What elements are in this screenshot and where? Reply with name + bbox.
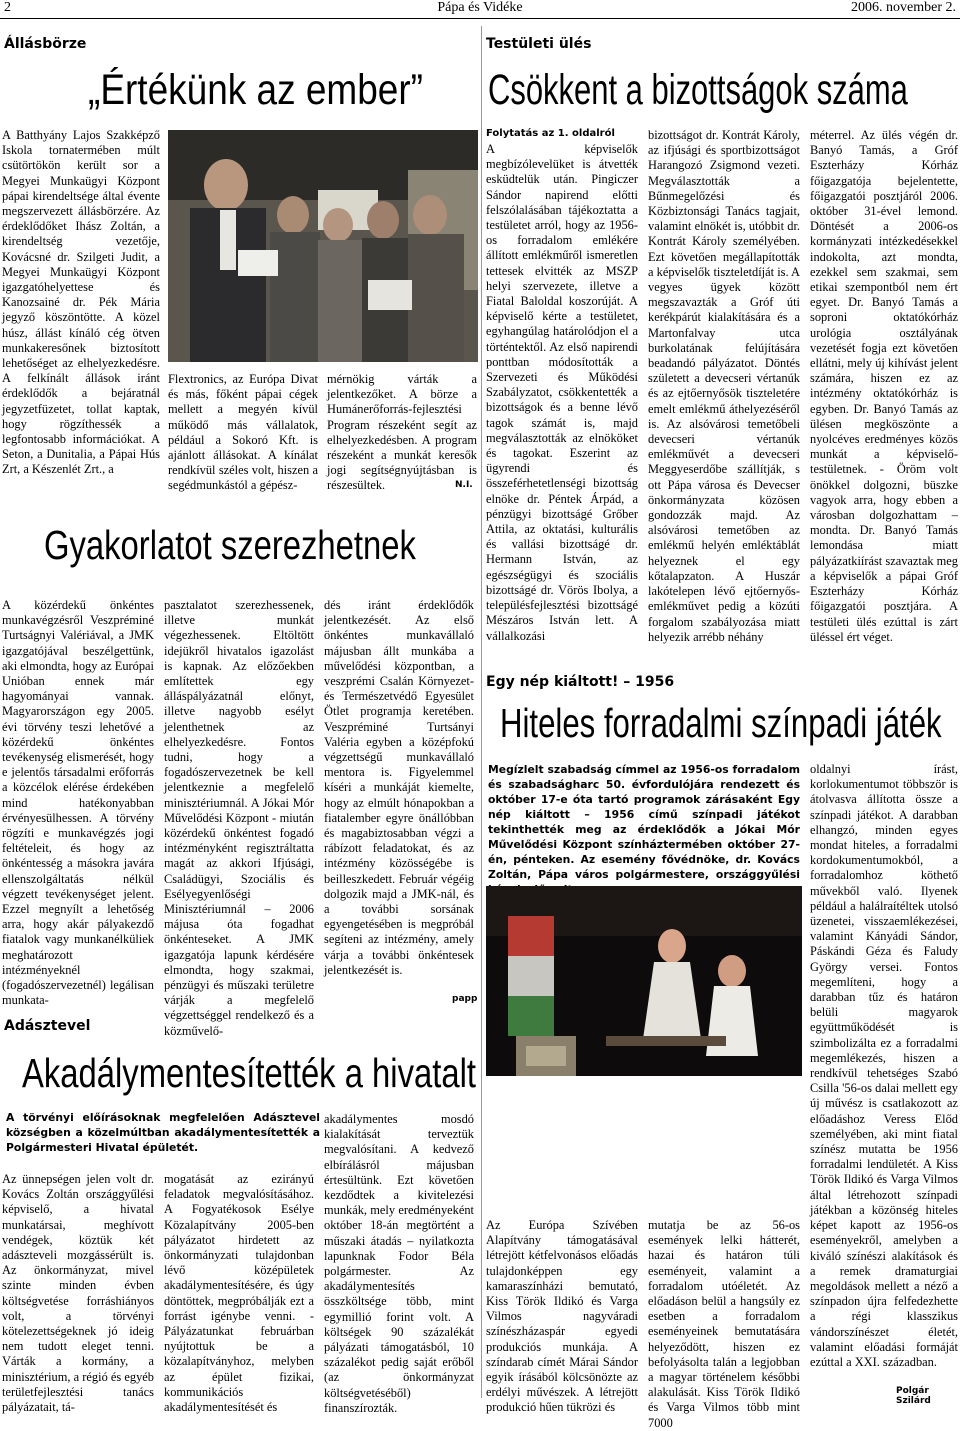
section-kicker-adasztevel: Adásztevel bbox=[4, 1018, 91, 1034]
header-rule bbox=[0, 18, 960, 19]
continued-label: Folytatás az 1. oldalról bbox=[486, 128, 615, 139]
section-kicker-testuleti: Testületi ülés bbox=[486, 36, 592, 52]
section-kicker-allasborze: Állásbörze bbox=[4, 36, 87, 52]
testuleti-col3: méterrel. Az ülés végén dr. Banyó Tamás, a Gróf Eszterházy Kórház főigazgatója bejelentette, főigazgatói posztjáról 2006. október 31-ével lemond. Döntését a 2006-os kormányzati intézkedésekkel indokolta, azt mondta, ezekkel sem szakmai, sem etikai szempontból nem ért egyet. Dr. Banyó Tamás a soproni oktatókórház urológia osztályának vezetését fogja ezt követően ellátni, mely új kihívást jelent számára, hiszen ez az intézmény oktatókórház is egyben. Dr. Banyó Tamás az ülésen megköszönte a nyolcéves eredményes közös munkát a képviselő-testületnek. - Öröm volt önökkel dolgozni, büszke vagyok arra, hogy ebben a városban dolgozhattam – mondta. Dr. Banyó Tamás lemondása miatt pályázatkiírást szavaztak meg a képviselők a pápai Gróf Eszterházy Kórház főigazgatói posztjára. A testületi ülés ezúttal is zárt üléssel ért véget. bbox=[810, 128, 958, 644]
gyak-col2: pasztalatot szerezhessenek, illetve munkát végezhessenek. Eltöltött idejükről hivatalos igazolást is kapnak. Az előzőekben említettek egy álláspályázatnál előnyt, illetve nagyobb esélyt jelenthetnek az elhelyezkedésre. Fontos tudni, hogy a fogadószervezetnek be kell jelentkeznie a megfelelő minisztériumnál. A Jókai Mór Művelődési Központ - miután közérdekű önkéntest fogadó intézményként regisztráltatta magát az akkori Ifjúsági, Családügyi, Szociális és Esélyegyenlőségi Minisztériumnál – 2006 májusa óta fogadhat önkénteseket. A JMK igazgatója lapunk kérdésére elmondta, hogy szakmai, pénzügyi és műszaki területre várják a megfelelő végzettséggel rendelkező és a közművelő- bbox=[164, 598, 314, 1038]
headline-ertekunk: „Értékünk az ember” bbox=[88, 66, 423, 114]
allasborze-col1: A Batthyány Lajos Szakképző Iskola tornatermében múlt csütörtökön került sor a Megyei Munkaügyi Központ pápai kirendeltsége által évente megszervezett állásbörzére. Az érdeklődőket Ihász Zoltán, a kirendeltség vezetője, Kovácsné dr. Szilgeti Judit, a Megyei Munkaügyi Központ igazgatóhelyettese és Kanozsainé dr. Pék Mária jegyző köszöntötte. A közel húsz, állást kínáló cég ötven munkakeresőnek biztosított lehetőséget az elhelyezkedésre. A felkínált állások iránt érdeklődők a bejáratnál jegyzetfüzetet, tollat kaptak, hogy rögzíthessék a legfontosabb információkat. A Seton, a Dunitalia, a Pápai Hús Zrt, a Készenlét Zrt., a bbox=[2, 128, 160, 477]
nep-signature: Polgár Szilárd bbox=[896, 1386, 931, 1406]
section-kicker-1956: Egy nép kiáltott! – 1956 bbox=[486, 674, 675, 690]
adasz-lead: A törvényi előírásoknak megfelelően Adásztevel községben a közelmúltban akadálymentesítették a Polgármesteri Hivatal épületét. bbox=[6, 1111, 320, 1154]
issue-date: 2006. november 2. bbox=[851, 0, 956, 15]
adasz-col1: Az ünnepségen jelen volt dr. Kovács Zoltán országgyűlési képviselő, a hivatal munkatársai, meghívott vendégek, köztük két adászteveli mozgássérült is. Az önkormányzat, mivel szinte minden évben költségvetése forráshiányos volt, a törvényi kötelezettségeknek jó ideig nem tudott eleget tenni. Várták a kormány, a minisztérium, a régió és egyéb területfejlesztési tanács pályázatait, tá- bbox=[2, 1172, 154, 1415]
headline-hiteles: Hiteles forradalmi színpadi játék bbox=[500, 700, 942, 746]
page-number: 2 bbox=[4, 0, 11, 15]
testuleti-col1: A képviselők megbízólevelüket is átvették esküdtelük után. Pingiczer Sándor napirend előtti felszólalásában tájékoztatta a testületet arról, hogy az 1956-os forradalom emlékére állított emlékműről ismeretlen tettesek elvitték az MSZP helyi szervezete, illetve a Fiatal Baloldal koszorúját. A képviselő kérte a testületet, egyhangúlag határolódjon el a történtektől. Az első napirendi ponttban módosították a Szervezeti és Működési Szabályzatot, csökkentették a bizottságok és a benne lévő tagok számát is, majd megválasztották az elnököket és tagokat. Eszerint az ügyrendi és összeférhetetlenségi bizottság elnöke dr. Péntek Árpád, a pénzügyi bizottságé Grőber Attila, az oktatási, kulturális és vallási bizottságé dr. Hermann István, az egészségügyi és szociális bizottságé dr. Vörös Ibolya, a településfejlesztési bizottságé Mészáros István lett. A vállalkozási bbox=[486, 142, 638, 643]
adasz-col3: akadálymentes mosdó kialakítását terveztük megvalósítani. A kedvező elbírálásról májusban értesültünk. Ezt követően kezdődtek a kivitelezési munkák, mely eredményeként október 18-án megtörtént a műszaki átadás – nyilatkozta lapunknak Fodor Béla polgármester. Az akadálymentesítés összköltsége több, mint egymillió forint volt. A költségek 90 százalékát pályázati támogatásból, 10 százalékot pedig saját erőből (az önkormányzat költségvetéséből) finanszírozták. bbox=[324, 1112, 474, 1415]
testuleti-col2: bizottságot dr. Kontrát Károly, az ifjúsági és sportbizottságot Harangozó Zsigmond vezeti. Megválasztották a Bűnmegelőzési és Közbiztonsági Tanács tagjait, valamint elnökét is, utóbbit dr. Kontrát Károly személyében. Ezt követően megállapították a képviselők tiszteletdíját is. A vegyes ügyek között megszavazták a Gróf úti kerékpárút kialakítására és a Martonfalvay utca burkolatának felújítására beadandó pályázatot. Döntés született a devecseri vértanúk és az ejtőernyősök tiszteletére emelt emlékmű áthelyezéséről is. Az alsóvárosi temetőbeli devecseri vértanúk emlékművét a devecseri Meggyeserdőbe szállítják, s ott Pápa városa és Devecser önkormányzata közösen gondozzák majd. Az alsóvárosi temetőben az emlékmű helyén emléktáblát helyeznek el egy kőtalapzaton. A Huszár lakótelepen lévő ejtőernyős-emlékművet pedig a közúti forgalom szabályozása miatt helyezik arrébb néhány bbox=[648, 128, 800, 644]
gyak-col3: dés iránt érdeklődők jelentkezését. Az első önkéntes munkavállaló májusban állt munkába a művelődési központban, a veszprémi Csalán Környezet- és Természetvédő Egyesület Ötlet programja keretében. Veszpréminé Turtsányi Valéria egyben a középfokú végzettségű munkavállaló mentora is. Figyelemmel kíséri a munkáját kiemelte, hogy az elmúlt hónapokban a fiatalember egyre önállóbban és magabiztosabban végzi a rábízott feladatokat, és az intézmény közösségébe is beilleszkedett. Február végéig dolgozik majd a JMK-nál, és a további sorsának egyengetésében is megpróbál segíteni az intézmény, amely várja a további önkéntesek jelentkezését is. bbox=[324, 598, 474, 977]
headline-bizottsagok: Csökkent a bizottságok száma bbox=[488, 66, 908, 114]
nep-col1: Az Európa Szívében Alapítvány támogatásával létrejött kétfelvonásos előadás tulajdonképpen egy kamaraszínházi bemutató, Kiss Török Ildikó és Varga Vilmos nagyváradi színészházaspár egyedi produkciós munkája. A színdarab címét Márai Sándor egyik írásából kölcsönözte az erdélyi művészek. A létrejött produkció hűen tükrözi és bbox=[486, 1218, 638, 1415]
nep-lead: Megízlelt szabadság címmel az 1956-os forradalom és szabadságharc 50. évfordulójára rendezett és október 17-e óta tartó programok zárásaként Egy nép kiáltott – 1956 című színpadi játékot tekinthették meg az érdeklődők a Jókai Mór Művelődési Központ színháztermében október 27-én, pénteken. Az esemény fővédnöke, dr. Kovács Zoltán, Pápa város polgármestere, országgyűlési bbox=[488, 763, 800, 881]
adasz-col2: mogatását az ezirányú feladatok megvalósításához. A Fogyatékosok Esélye Közalapítvány 2005-ben pályázatot hirdetett az önkormányzati tulajdonban lévő középületek akadálymentesítésére, és úgy döntöttek, megpróbálják ezt a forrást igénybe venni. - Pályázatunkat februárban nyújtottuk be a közalapítványhoz, melyben az épület fizikai, kommunikációs akadálymentesítését és bbox=[164, 1172, 314, 1415]
page-header bbox=[0, 0, 960, 18]
allasborze-signature: N.I. bbox=[455, 480, 473, 490]
allasborze-col2: Flextronics, az Európa Divat és más, főként pápai cégek mellett a megyén kívül működő más vállalatok, például a Sokoró Kft. is ajánlott állásokat. A kínálat rendkívül széles volt, hiszen a segédmunkástól a gépész- bbox=[168, 372, 318, 493]
gyak-signature: papp bbox=[452, 994, 478, 1004]
job-fair-photo bbox=[168, 130, 478, 362]
nep-col2: mutatja be az 56-os események lelki hátterét, hazai és határon túli eseményeit, valamint a forradalom utóéletét. Az előadáson belül a hangsúly ez esetben a forradalom eseményeinek bemutatására helyeződött, hiszen ez befolyásolta talán a legjobban a magyar történelem későbbi alakulását. Kiss Török Ildikó és Varga Vilmos több mint 7000 bbox=[648, 1218, 800, 1430]
nep-col-right: oldalnyi írást, korlokumentumot többször is átolvasva állította össze a színpadi játékot. A darabban elhangzó, minden egyes mondat hiteles, a forradalmi kordokumentumokból, a forradalomhoz köthető művekből való. Ilyenek például a halálraítéltek utolsó üzenetei, visszaemlékezései, valamint Kányádi Sándor, Páskándi Géza és Faludy György versei. Fontos megemlíteni, hogy a darabban tűz és határon belüli magyarok együttműködését is szimbolizálta ez a forradalmi megemlékezés, hiszen a rendkívül tehetséges Szabó Csilla '56-os dalai mellett egy új művész is csatlakozott az előadáshoz Veress Előd személyében, aki mint fiatal színész mutatta be 1956 forradalmi lendületét. A Kiss Török Ildikó és Varga Vilmos által létrehozott színpadi játékban a közönség hiteles képet kapott az 1956-os eseményekről, amelyben a kiváló színészi alakítások és a remek dramaturgiai megoldások mellett a néző a színpadon újra felfedezhette a régi klasszikus vándorszínészet életét, valamint előadási formáját ezúttal a XXI. században. bbox=[810, 762, 958, 1369]
headline-akadalymentes: Akadálymentesítették a hivatalt bbox=[22, 1050, 476, 1096]
gyak-col1: A közérdekű önkéntes munkavégzésről Veszpréminé Turtságnyi Valériával, a JMK igazgatójával beszélgettünk, aki elmondta, hogy az Európai Unióban ennek már hagyományai vannak. Magyarországon egy 2005. évi törvény teszi lehetővé a közérdekű önkéntes tevékenység elismerését, hogy e jelentős társadalmi erőforrás a közcélok elérése érdekében mind hatékonyabban érvényesülhessen. A törvény rögzíti e munkavégzés jogi feltételeit, és hogy az önkéntesség a másokra javára ellenszolgáltatás nélkül végzett tevékenységet jelent. Ezzel megnyílt a lehetőség arra, hogy akár pályakezdő fiatalok vagy munkanélküliek meghatározott intézményeknél (fogadószervezetnél) legálisan munkata- bbox=[2, 598, 154, 1008]
stage-performance-photo bbox=[486, 886, 802, 1076]
paper-name: Pápa és Vidéke bbox=[437, 0, 523, 15]
column-separator bbox=[481, 26, 482, 1398]
headline-gyakorlatot: Gyakorlatot szerezhetnek bbox=[44, 522, 416, 568]
allasborze-col3: mérnökig várták a jelentkezőket. A börze a Humánerőforrás-fejlesztési Program részeként segít az elhelyezkedésben. A program részeként a munkát keresők jogi segítségnyújtásban is részesültek. bbox=[327, 372, 477, 493]
